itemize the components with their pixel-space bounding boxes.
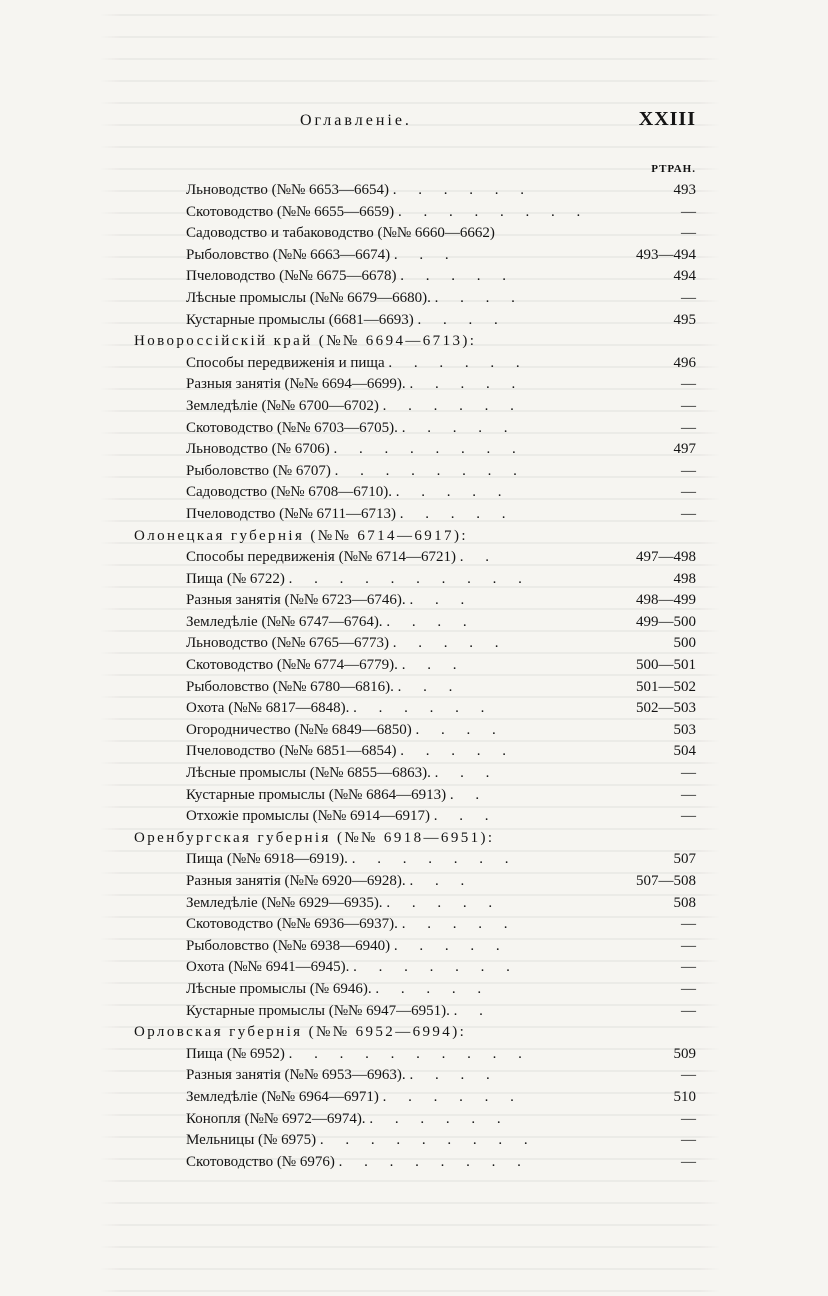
- page-title: Оглавленіе.: [300, 112, 412, 129]
- entry-label: [186, 893, 501, 915]
- entry-text: Скотоводство (№№ 6655—6659): [186, 203, 395, 220]
- toc-entry: [0, 353, 828, 375]
- entry-text: Пчеловодство (№№ 6675—6678): [186, 268, 397, 285]
- toc-entry: [0, 223, 828, 245]
- entry-page-ref: —: [681, 397, 696, 414]
- leader-dots: . . .: [393, 246, 458, 263]
- toc-entry: [0, 202, 828, 224]
- table-of-contents: [0, 180, 828, 1173]
- toc-entry: [0, 439, 828, 461]
- entry-text: Охота (№№ 6817—6848).: [186, 700, 350, 717]
- entry-page-ref: —: [681, 786, 696, 803]
- entry-text: Земледѣліе (№№ 6964—6971): [186, 1088, 379, 1105]
- entry-label: [186, 569, 531, 591]
- toc-entry: [0, 871, 828, 893]
- leader-dots: . . .: [397, 678, 462, 695]
- entry-text: Разныя занятія (№№ 6953—6963).: [186, 1067, 406, 1084]
- toc-entry: [0, 374, 828, 396]
- entry-text: Разныя занятія (№№ 6694—6699).: [186, 376, 406, 393]
- entry-label: [186, 612, 476, 634]
- toc-entry: [0, 979, 828, 1001]
- entry-label: [186, 590, 473, 612]
- entry-page-ref: —: [681, 289, 696, 306]
- entry-label: [186, 633, 508, 655]
- region-label: [134, 828, 494, 850]
- entry-page-ref: —: [681, 1153, 696, 1170]
- leader-dots: . . .: [433, 808, 498, 825]
- entry-label: [186, 310, 507, 332]
- toc-entry: [0, 720, 828, 742]
- entry-text: Земледѣліе (№№ 6747—6764).: [186, 613, 383, 630]
- toc-entry: [0, 1152, 828, 1174]
- entry-page-ref: 507: [673, 851, 696, 868]
- entry-page-ref: —: [681, 376, 696, 393]
- entry-text: Пчеловодство (№№ 6711—6713): [186, 505, 396, 522]
- toc-entry: [0, 677, 828, 699]
- leader-dots: . . . . . .: [382, 397, 523, 414]
- entry-text: Пчеловодство (№№ 6851—6854): [186, 743, 397, 760]
- toc-region-heading: [0, 828, 828, 850]
- entry-page-ref: —: [681, 980, 696, 997]
- entry-text: Рыболовство (№№ 6780—6816).: [186, 678, 394, 695]
- entry-page-ref: —: [681, 937, 696, 954]
- leader-dots: . . . . . .: [353, 700, 494, 717]
- entry-text: Льноводство (№№ 6653—6654): [186, 182, 390, 198]
- toc-entry: [0, 245, 828, 267]
- entry-page-ref: —: [681, 225, 696, 242]
- toc-entry: [0, 957, 828, 979]
- leader-dots: . . . .: [415, 721, 505, 738]
- page-column-label: РТРАН.: [651, 163, 696, 175]
- entry-text: Лѣсные промыслы (№№ 6679—6680).: [186, 289, 431, 306]
- toc-entry: [0, 763, 828, 785]
- page-number: XXIII: [638, 108, 696, 130]
- leader-dots: . . .: [409, 873, 474, 889]
- leader-dots: . . . .: [417, 311, 507, 328]
- leader-dots: . . . . . . . .: [333, 441, 525, 458]
- entry-text: Садоводство (№№ 6708—6710).: [186, 484, 393, 501]
- entry-text: Пища (№ 6722): [186, 570, 285, 587]
- entry-label: [186, 245, 458, 267]
- entry-label: [186, 396, 523, 418]
- entry-text: Разныя занятія (№№ 6723—6746).: [186, 592, 406, 609]
- toc-entry: [0, 310, 828, 332]
- entry-page-ref: 500—501: [636, 657, 696, 674]
- leader-dots: . . . . . .: [382, 1088, 523, 1105]
- entry-label: [186, 979, 490, 1001]
- toc-entry: [0, 547, 828, 569]
- toc-entry: [0, 655, 828, 677]
- entry-text: Охота (№№ 6941—6945).: [186, 959, 350, 976]
- entry-page-ref: 497: [673, 441, 696, 458]
- entry-label: [186, 914, 516, 936]
- entry-text: Земледѣліе (№№ 6929—6935).: [186, 894, 383, 911]
- entry-label: [186, 1130, 537, 1152]
- entry-label: [186, 180, 533, 202]
- entry-page-ref: 507—508: [636, 873, 696, 889]
- entry-page-ref: 496: [673, 354, 696, 371]
- leader-dots: . .: [449, 786, 489, 803]
- region-label: [134, 526, 468, 548]
- leader-dots: . . . . . . . . . .: [288, 570, 531, 587]
- entry-page-ref: 498—499: [636, 592, 696, 609]
- leader-dots: . . . . .: [386, 894, 502, 911]
- entry-text: Скотоводство (№ 6976): [186, 1153, 335, 1170]
- toc-entry: [0, 1001, 828, 1023]
- entry-text: Скотоводство (№№ 6936—6937).: [186, 916, 398, 933]
- entry-text: Скотоводство (№№ 6774—6779).: [186, 657, 398, 674]
- entry-text: Мельницы (№ 6975): [186, 1132, 317, 1149]
- entry-page-ref: —: [681, 462, 696, 479]
- entry-page-ref: —: [681, 808, 696, 825]
- toc-region-heading: [0, 526, 828, 548]
- entry-text: Огородничество (№№ 6849—6850): [186, 721, 412, 738]
- entry-label: [186, 482, 511, 504]
- entry-page-ref: —: [681, 203, 696, 220]
- entry-text: Пища (№№ 6918—6919).: [186, 851, 348, 868]
- entry-page-ref: —: [681, 959, 696, 976]
- entry-page-ref: 508: [673, 894, 696, 911]
- entry-label: [186, 957, 519, 979]
- toc-entry: [0, 418, 828, 440]
- leader-dots: . . . . .: [399, 505, 515, 522]
- entry-text: Способы передвиженія (№№ 6714—6721): [186, 549, 456, 566]
- toc-entry: [0, 612, 828, 634]
- entry-label: [186, 353, 529, 375]
- entry-text: Лѣсные промыслы (№ 6946).: [186, 980, 372, 997]
- entry-text: Кустарные промыслы (№№ 6864—6913): [186, 786, 447, 803]
- entry-page-ref: 503: [673, 721, 696, 738]
- entry-page-ref: —: [681, 1110, 696, 1127]
- toc-entry: [0, 1109, 828, 1131]
- toc-entry: [0, 266, 828, 288]
- entry-text: Скотоводство (№№ 6703—6705).: [186, 419, 398, 436]
- toc-entry: [0, 785, 828, 807]
- entry-page-ref: 493: [673, 182, 696, 198]
- leader-dots: . .: [459, 549, 498, 566]
- toc-entry: [0, 504, 828, 526]
- toc-entry: [0, 849, 828, 871]
- entry-text: Садоводство и табаководство (№№ 6660—6662): [186, 225, 495, 242]
- entry-text: Отхожіе промыслы (№№ 6914—6917): [186, 808, 431, 825]
- entry-page-ref: 510: [673, 1088, 696, 1105]
- entry-label: [186, 741, 515, 763]
- entry-label: [186, 504, 514, 526]
- entry-text: Новороссійскій край (№№ 6694—6713):: [134, 333, 477, 350]
- entry-text: Кустарные промыслы (6681—6693): [186, 311, 414, 328]
- entry-text: Земледѣліе (№№ 6700—6702): [186, 397, 379, 414]
- leader-dots: . . .: [409, 592, 474, 609]
- entry-label: [186, 677, 461, 699]
- entry-label: [186, 223, 495, 245]
- toc-entry: [0, 569, 828, 591]
- entry-page-ref: —: [681, 1002, 696, 1019]
- toc-entry: [0, 461, 828, 483]
- region-label: [134, 331, 476, 353]
- entry-label: [186, 871, 473, 893]
- leader-dots: . . . .: [409, 1067, 499, 1084]
- toc-entry: [0, 590, 828, 612]
- entry-label: [186, 1087, 523, 1109]
- entry-label: [186, 655, 465, 677]
- toc-entry: [0, 1044, 828, 1066]
- leader-dots: . . . . . . .: [353, 959, 519, 976]
- leader-dots: . . . . . . . .: [334, 462, 526, 479]
- entry-text: Лѣсные промыслы (№№ 6855—6863).: [186, 765, 431, 782]
- entry-label: [186, 439, 525, 461]
- entry-label: [186, 1109, 510, 1131]
- toc-entry: [0, 698, 828, 720]
- leader-dots: . . . .: [386, 613, 476, 630]
- entry-text: Пища (№ 6952): [186, 1045, 285, 1062]
- entry-label: [186, 1044, 531, 1066]
- entry-page-ref: 499—500: [636, 613, 696, 630]
- entry-page-ref: —: [681, 765, 696, 782]
- leader-dots: . . . . .: [409, 376, 525, 393]
- entry-page-ref: 495: [673, 311, 696, 328]
- toc-entry: [0, 806, 828, 828]
- toc-entry: [0, 633, 828, 655]
- entry-label: [186, 374, 524, 396]
- leader-dots: . . . . . .: [388, 354, 529, 371]
- entry-text: Олонецкая губернія (№№ 6714—6917):: [134, 527, 468, 544]
- entry-text: Орловская губернія (№№ 6952—6994):: [134, 1024, 467, 1041]
- toc-entry: [0, 1087, 828, 1109]
- leader-dots: . . . . . . .: [351, 851, 518, 868]
- toc-region-heading: [0, 1022, 828, 1044]
- entry-label: [186, 1152, 530, 1174]
- entry-label: [186, 849, 517, 871]
- leader-dots: . . . . .: [395, 484, 511, 501]
- entry-page-ref: —: [681, 1132, 696, 1149]
- entry-label: [186, 720, 505, 742]
- entry-page-ref: 498: [673, 570, 696, 587]
- entry-page-ref: 501—502: [636, 678, 696, 695]
- entry-text: Кустарные промыслы (№№ 6947—6951).: [186, 1002, 450, 1019]
- entry-page-ref: 502—503: [636, 700, 696, 717]
- entry-label: [186, 1001, 492, 1023]
- leader-dots: . . . . .: [393, 937, 509, 954]
- toc-entry: [0, 288, 828, 310]
- entry-page-ref: 497—498: [636, 549, 696, 566]
- toc-entry: [0, 482, 828, 504]
- page-header: [0, 108, 828, 138]
- entry-page-ref: 493—494: [636, 246, 696, 263]
- entry-text: Рыболовство (№№ 6663—6674): [186, 246, 391, 263]
- entry-label: [186, 806, 498, 828]
- toc-region-heading: [0, 331, 828, 353]
- leader-dots: . . . . . . . .: [397, 203, 590, 220]
- entry-text: Рыболовство (№ 6707): [186, 462, 331, 479]
- entry-label: [186, 1065, 499, 1087]
- entry-text: Рыболовство (№№ 6938—6940): [186, 937, 391, 954]
- entry-page-ref: —: [681, 484, 696, 501]
- entry-page-ref: 504: [673, 743, 696, 760]
- leader-dots: . . . . . . . . . .: [288, 1045, 531, 1062]
- entry-text: Разныя занятія (№№ 6920—6928).: [186, 873, 406, 889]
- entry-page-ref: 500: [673, 635, 696, 652]
- leader-dots: . . . . .: [392, 635, 508, 652]
- entry-label: [186, 936, 509, 958]
- leader-dots: . . . .: [434, 289, 524, 306]
- entry-label: [186, 547, 498, 569]
- entry-page-ref: —: [681, 419, 696, 436]
- leader-dots: . . . . .: [401, 916, 517, 933]
- toc-entry: [0, 1130, 828, 1152]
- leader-dots: . . . . . . . . .: [319, 1132, 537, 1149]
- entry-label: [186, 288, 524, 310]
- entry-label: [186, 763, 498, 785]
- leader-dots: . . . . . .: [369, 1110, 510, 1127]
- region-label: [134, 1022, 466, 1044]
- entry-text: Конопля (№№ 6972—6974).: [186, 1110, 366, 1127]
- entry-page-ref: —: [681, 505, 696, 522]
- entry-label: [186, 202, 589, 224]
- leader-dots: . .: [453, 1002, 492, 1019]
- entry-page-ref: —: [681, 916, 696, 933]
- leader-dots: . . . . .: [400, 743, 516, 760]
- entry-label: [186, 266, 515, 288]
- entry-label: [186, 461, 526, 483]
- entry-text: Льноводство (№ 6706): [186, 441, 330, 458]
- entry-text: Способы передвиженія и пища: [186, 354, 385, 371]
- leader-dots: . . . . . .: [392, 182, 534, 198]
- entry-text: Оренбургская губернія (№№ 6918—6951):: [134, 829, 495, 846]
- toc-entry: [0, 1065, 828, 1087]
- entry-page-ref: 509: [673, 1045, 696, 1062]
- leader-dots: . . . . . . . .: [338, 1153, 530, 1170]
- toc-entry: [0, 893, 828, 915]
- entry-label: [186, 418, 516, 440]
- toc-entry: [0, 741, 828, 763]
- entry-page-ref: —: [681, 1067, 696, 1084]
- leader-dots: . . . . .: [401, 419, 517, 436]
- leader-dots: . . . . .: [400, 268, 516, 285]
- toc-entry: [0, 914, 828, 936]
- entry-label: [186, 698, 493, 720]
- leader-dots: . . .: [434, 765, 499, 782]
- toc-entry: [0, 936, 828, 958]
- toc-entry: [0, 396, 828, 418]
- entry-page-ref: 494: [673, 268, 696, 285]
- entry-text: Льноводство (№№ 6765—6773): [186, 635, 390, 652]
- toc-entry: [0, 180, 828, 202]
- leader-dots: . . .: [401, 657, 466, 674]
- entry-label: [186, 785, 488, 807]
- leader-dots: . . . . .: [375, 980, 491, 997]
